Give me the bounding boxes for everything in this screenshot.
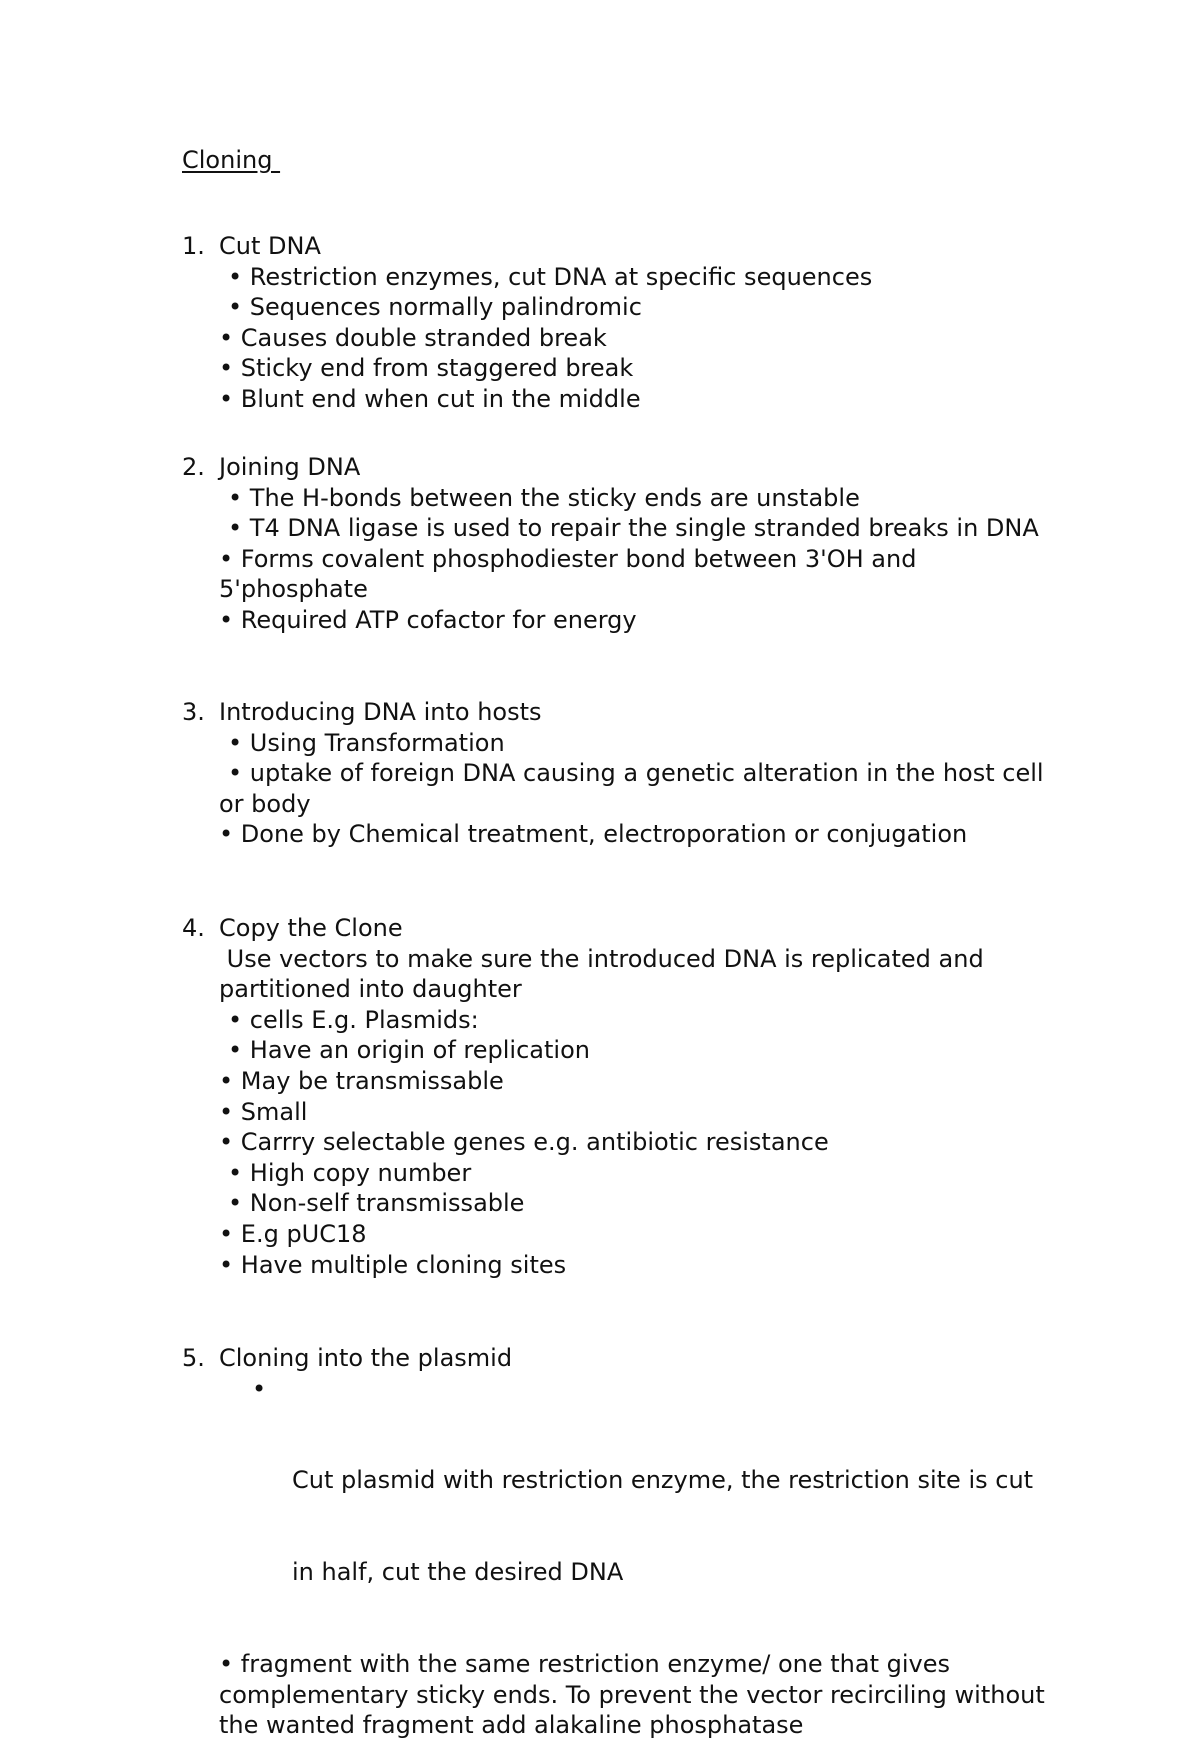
section-copy-the-clone bbox=[182, 913, 1082, 1280]
bullet-item: • Have an origin of replication bbox=[228, 1036, 590, 1065]
section-number: 4. bbox=[182, 914, 205, 942]
bullet-item: • Restriction enzymes, cut DNA at specific sequences bbox=[228, 262, 873, 291]
section-number: 5. bbox=[182, 1344, 205, 1372]
section-number: 3. bbox=[182, 698, 205, 726]
section-heading-text: Joining DNA bbox=[219, 453, 361, 481]
section-heading bbox=[182, 452, 1082, 483]
bullet-item: • Using Transformation bbox=[228, 728, 505, 757]
indented-bullet bbox=[182, 1374, 1082, 1649]
bullet-item: • cells E.g. Plasmids: bbox=[228, 1005, 479, 1034]
text-line: complementary sticky ends. To prevent the vector recirciling without bbox=[219, 1680, 1045, 1709]
document-title: Cloning bbox=[182, 146, 281, 174]
section-joining-dna bbox=[182, 452, 1082, 636]
bullet-item: • Blunt end when cut in the middle bbox=[219, 384, 641, 413]
bullet-item: • The H-bonds between the sticky ends are unstable bbox=[228, 483, 860, 512]
bullet-continuation: or body bbox=[219, 789, 311, 818]
bullet-item: • uptake of foreign DNA causing a genetic alteration in the host cell bbox=[228, 759, 1044, 788]
section-heading-text: Copy the Clone bbox=[219, 914, 403, 942]
section-heading bbox=[182, 697, 1082, 728]
bullet-item: • Carrry selectable genes e.g. antibiotic resistance bbox=[219, 1128, 829, 1157]
bullet-item: • Causes double stranded break bbox=[219, 323, 607, 352]
section-introducing-dna bbox=[182, 697, 1082, 850]
section-cloning-into-plasmid bbox=[182, 1343, 1082, 1741]
bullet-item: • Sequences normally palindromic bbox=[228, 293, 642, 322]
section-number: 1. bbox=[182, 232, 205, 260]
bullet-item: • Done by Chemical treatment, electroporation or conjugation bbox=[219, 820, 968, 849]
bullet-item: • Small bbox=[219, 1097, 308, 1126]
section-number: 2. bbox=[182, 453, 205, 481]
bullet-item: • May be transmissable bbox=[219, 1066, 504, 1095]
bullet-dot: • bbox=[252, 1374, 267, 1403]
section-heading bbox=[182, 231, 1082, 262]
bullet-item: • High copy number bbox=[228, 1158, 472, 1187]
section-heading bbox=[182, 1343, 1082, 1374]
text-line: the wanted fragment add alakaline phosphatase bbox=[219, 1711, 804, 1740]
bullet-text-line: Cut plasmid with restriction enzyme, the restriction site is cut bbox=[292, 1466, 1034, 1495]
bullet-item: • Have multiple cloning sites bbox=[219, 1250, 567, 1279]
bullet-item: • Sticky end from staggered break bbox=[219, 354, 634, 383]
section-heading bbox=[182, 913, 1082, 944]
bullet-item: • T4 DNA ligase is used to repair the single stranded breaks in DNA bbox=[228, 514, 1039, 543]
section-cut-dna bbox=[182, 231, 1082, 415]
section-heading-text: Cloning into the plasmid bbox=[219, 1344, 513, 1372]
bullet-continuation: 5'phosphate bbox=[219, 575, 368, 604]
bullet-item: • Forms covalent phosphodiester bond between 3'OH and bbox=[219, 544, 917, 573]
bullet-item: • Non-self transmissable bbox=[228, 1189, 525, 1218]
bullet-item: • fragment with the same restriction enzyme/ one that gives bbox=[219, 1649, 951, 1678]
section-heading-text: Introducing DNA into hosts bbox=[219, 698, 542, 726]
text-line: Use vectors to make sure the introduced DNA is replicated and bbox=[219, 944, 984, 973]
text-line: partitioned into daughter bbox=[219, 975, 522, 1004]
bullet-item: • Required ATP cofactor for energy bbox=[219, 605, 637, 634]
bullet-item: • E.g pUC18 bbox=[219, 1219, 367, 1248]
section-heading-text: Cut DNA bbox=[219, 232, 321, 260]
bullet-text-line: in half, cut the desired DNA bbox=[292, 1558, 624, 1587]
